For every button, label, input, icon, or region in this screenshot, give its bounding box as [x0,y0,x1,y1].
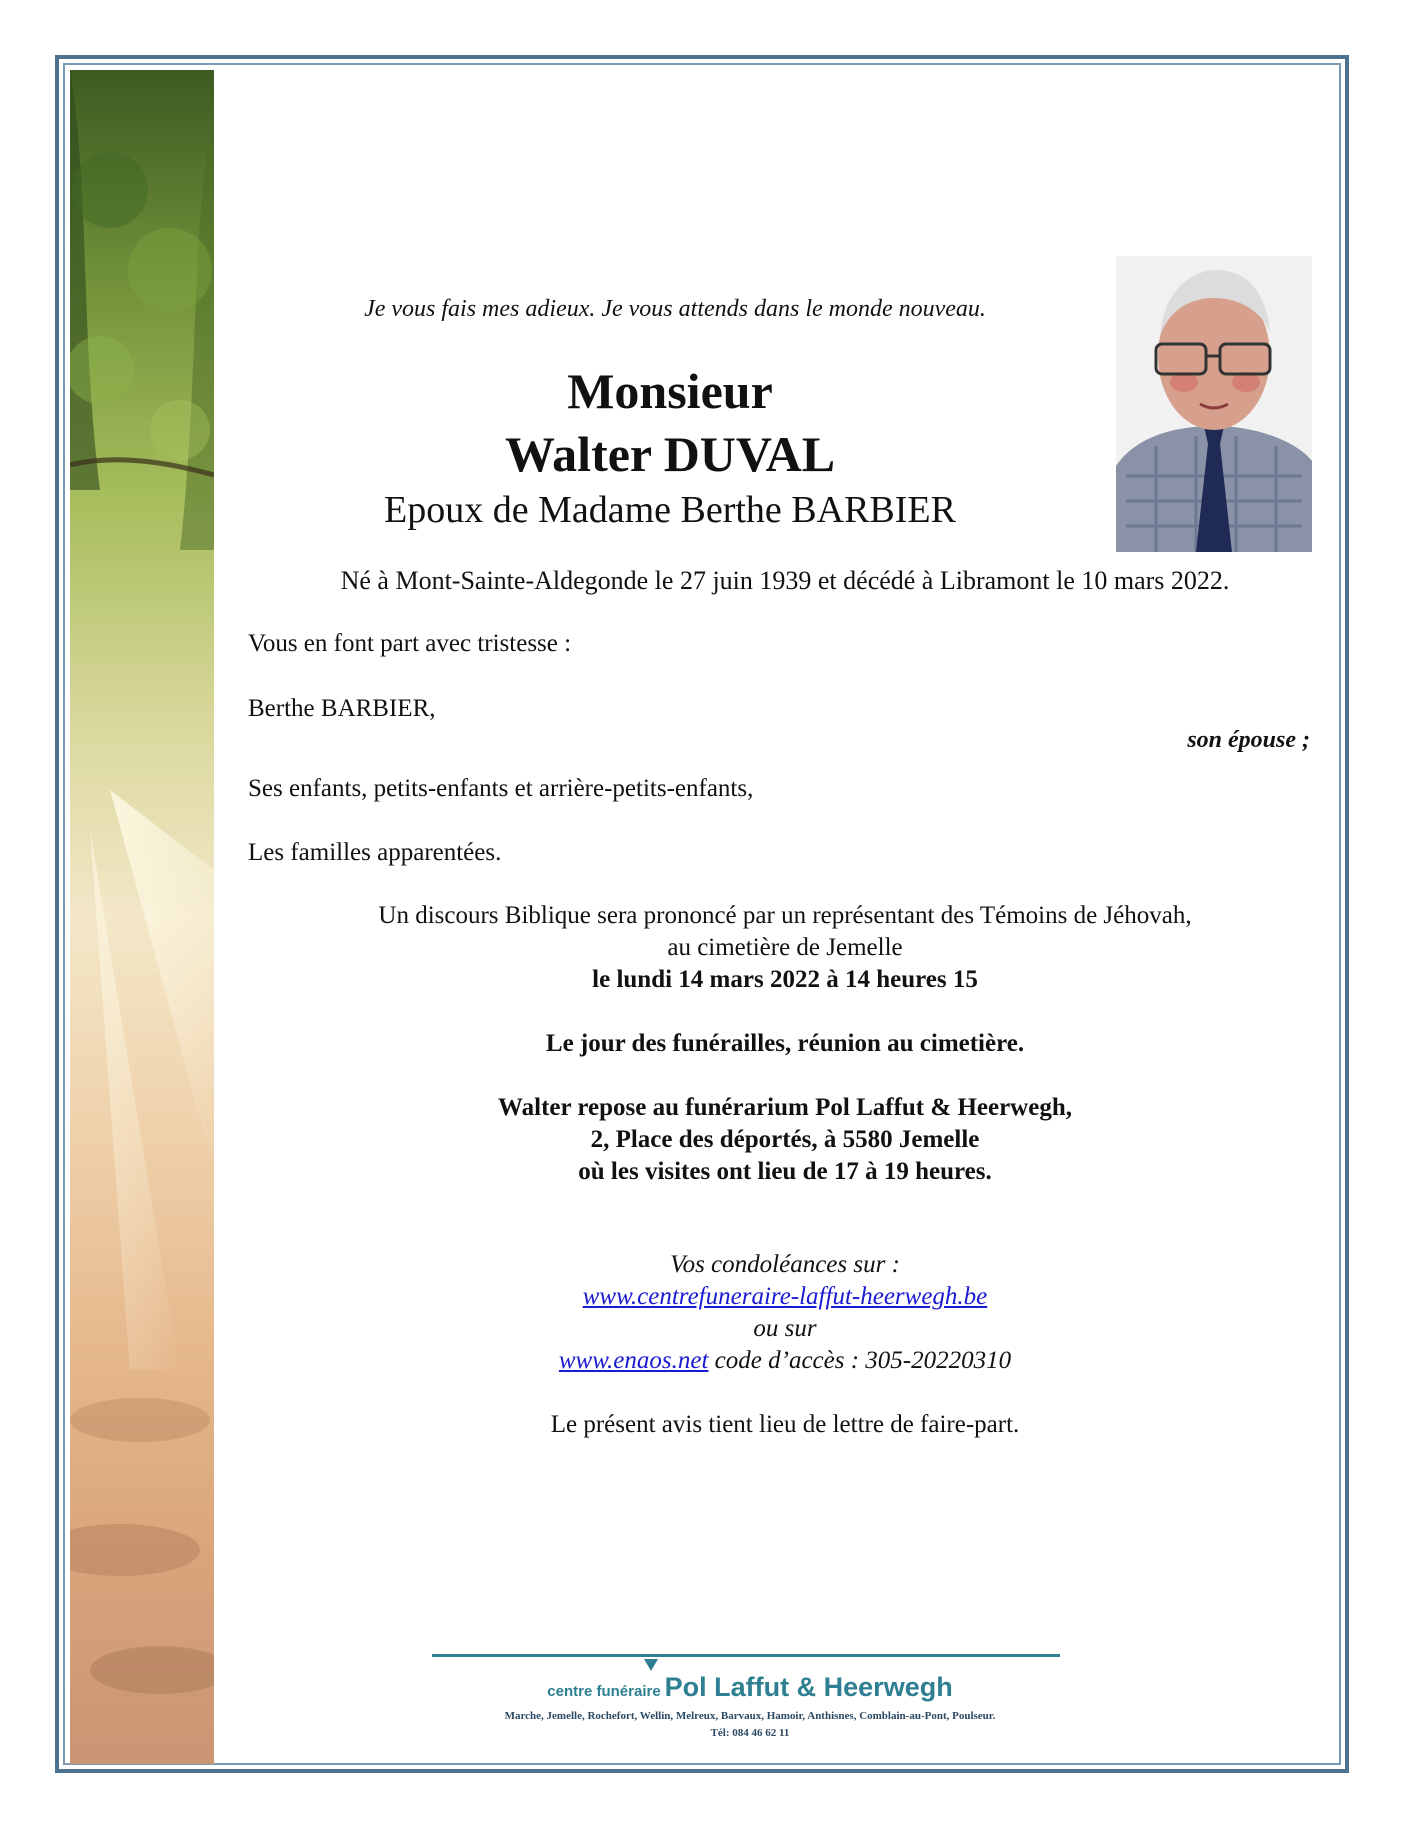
ceremony-date: le lundi 14 mars 2022 à 14 heures 15 [592,966,978,993]
condolences-or: ou sur [753,1315,817,1342]
logo-brand: Pol Laffut & Heerwegh [664,1672,953,1702]
family-spouse-name: Berthe BARBIER, [248,695,436,722]
footer-towns: Marche, Jemelle, Rochefort, Wellin, Melreux, Barvaux, Hamoir, Anthisnes, Comblain-au-Pont, Poulseur. [504,1710,996,1722]
access-code: code d’accès : 305-20220310 [708,1347,1012,1374]
family-children: Ses enfants, petits-enfants et arrière-petits-enfants, [248,775,754,802]
rest-line-2: 2, Place des déportés, à 5580 Jemelle [590,1126,980,1153]
funeral-home-logo [470,1672,1030,1703]
spouse-line: Epoux de Madame Berthe BARBIER [383,489,956,531]
family-relatives: Les familles apparentées. [248,839,502,866]
forest-path-image [70,70,214,1764]
footer-phone: Tél: 084 46 62 11 [710,1727,790,1739]
portrait-photo [1116,256,1312,552]
quote-text: Je vous fais mes adieux. Je vous attends dans le monde nouveau. [364,296,986,322]
family-spouse-role: son épouse ; [1187,727,1310,753]
ceremony-line-1: Un discours Biblique sera prononcé par un représentant des Témoins de Jéhovah, [378,902,1192,929]
birth-death-line: Né à Mont-Sainte-Aldegonde le 27 juin 1939 et décédé à Libramont le 10 mars 2022. [340,566,1230,595]
ceremony-line-2: au cimetière de Jemelle [667,934,903,961]
enaos-link[interactable]: www.enaos.net [558,1347,709,1374]
notice-line: Le présent avis tient lieu de lettre de faire-part. [550,1411,1020,1438]
triangle-marker-icon [644,1659,658,1671]
funeral-center-link[interactable]: www.centrefuneraire-laffut-heerwegh.be [582,1283,988,1310]
civility-title: Monsieur [567,363,773,419]
logo-prefix: centre funéraire [547,1683,661,1700]
deceased-name: Walter DUVAL [504,426,836,482]
gathering-line: Le jour des funérailles, réunion au cimetière. [545,1030,1025,1057]
announce-intro: Vous en font part avec tristesse : [248,630,572,657]
condolences-intro: Vos condoléances sur : [670,1251,900,1278]
footer-rule [432,1654,1060,1657]
rest-line-3: où les visites ont lieu de 17 à 19 heures. [578,1158,992,1185]
condolences-link-line [250,1283,1320,1311]
rest-line-1: Walter repose au funérarium Pol Laffut & Heerwegh, [498,1094,1072,1121]
condolences-code-line [250,1347,1320,1375]
